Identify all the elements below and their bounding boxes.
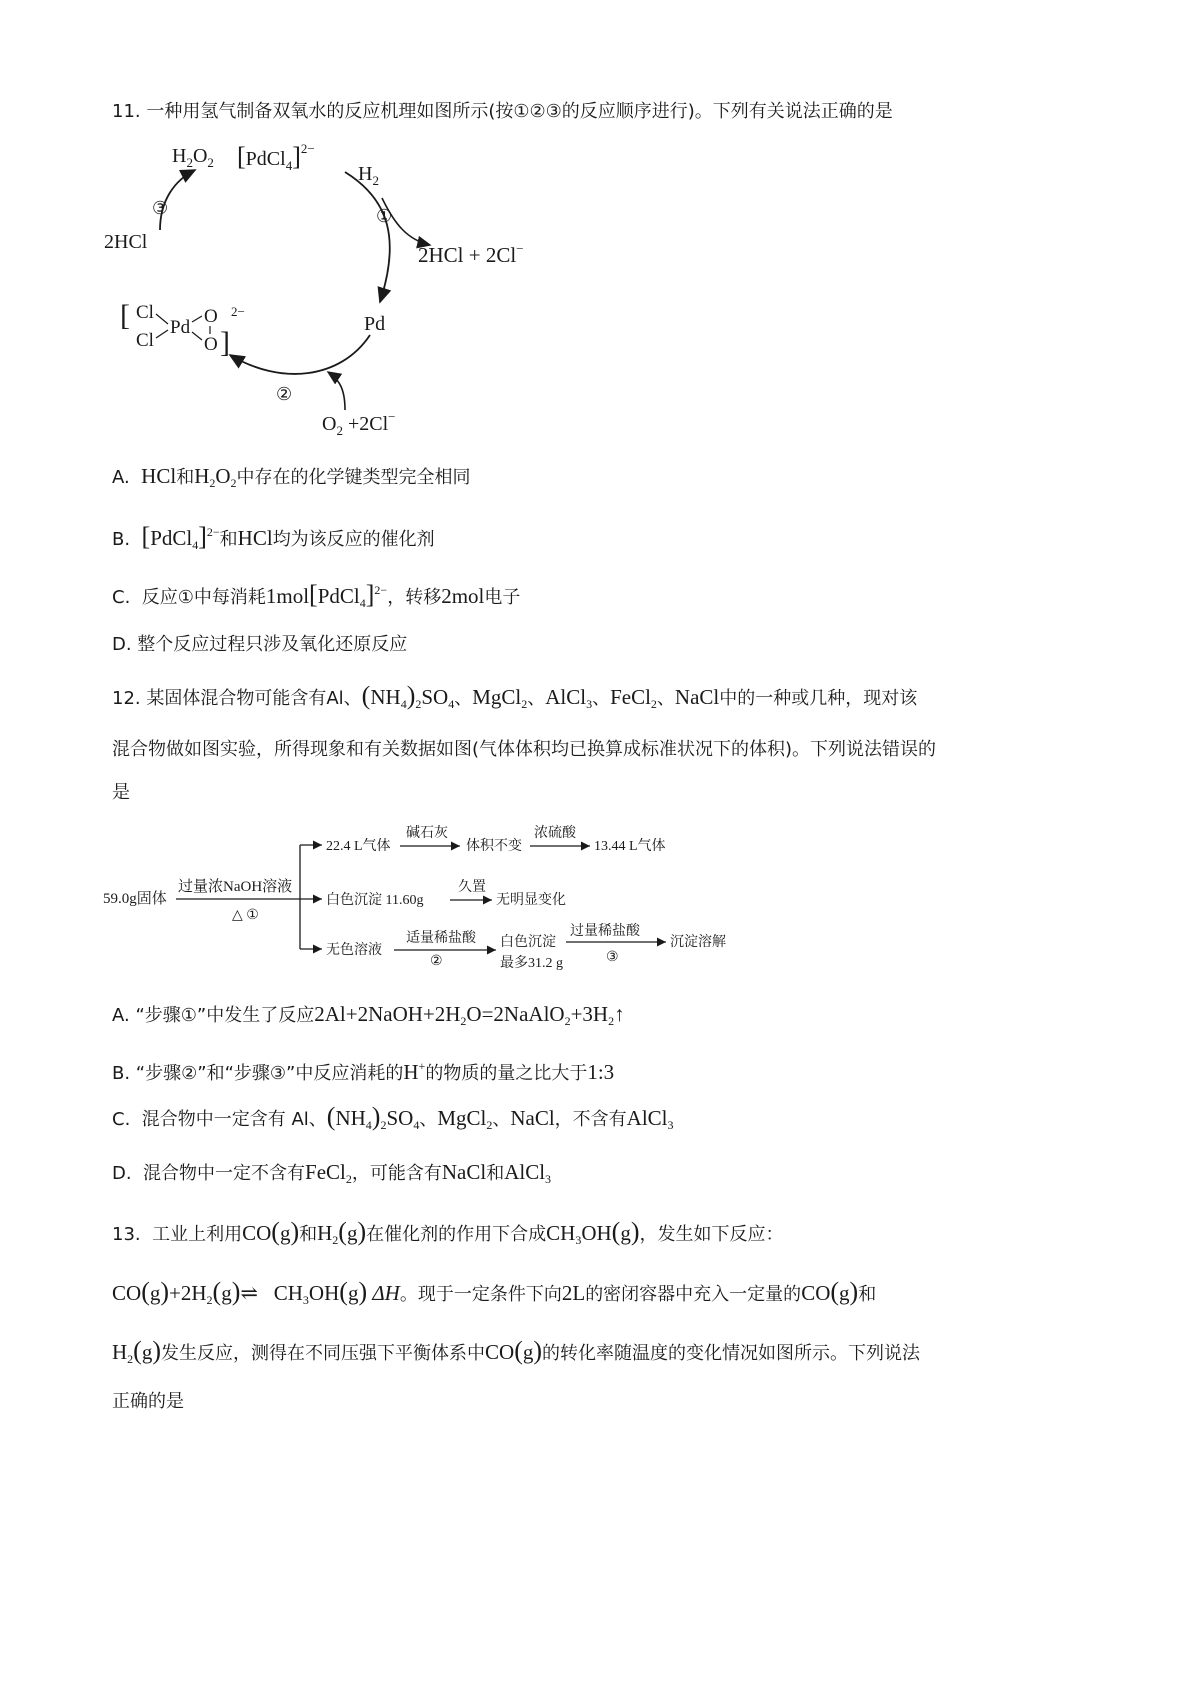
q11-stem: 11. 一种用氢气制备双氧水的反应机理如图所示(按①②③的反应顺序进行)。下列有关说法正确的是 [112, 101, 893, 122]
step2-label: ② [276, 384, 293, 405]
flow-colorless: 无色溶液 [326, 943, 382, 958]
q11-option-d[interactable]: D. 整个反应过程只涉及氧化还原反应 [112, 634, 408, 655]
svg-text:O: O [204, 334, 218, 355]
flow-step2: ② [430, 954, 443, 969]
cycle-arc-right [345, 172, 393, 302]
svg-text:2−: 2− [231, 304, 245, 319]
svg-text:O: O [204, 306, 218, 327]
q11-option-b[interactable]: B. [PdCl$_4$]$^{2-}$和HCl均为该反应的催化剂 [112, 522, 435, 552]
svg-text:Cl: Cl [136, 302, 154, 323]
q12-option-a[interactable]: A. “步骤①”中发生了反应$2Al+2NaOH+2H_2O=2NaAlO_2+3H_2↑$ [112, 1002, 625, 1028]
svg-text:Cl: Cl [136, 330, 154, 351]
q12-stem-line1: 12. 某固体混合物可能含有Al、$(NH_4)_2SO_4$、MgCl$_2$、AlCl$_3$、FeCl$_2$、NaCl中的一种或几种，现对该 [112, 681, 918, 711]
step1-label: ① [376, 206, 393, 227]
q13-line4: 正确的是 [112, 1391, 184, 1412]
h2-label: $H_2$ [358, 163, 379, 188]
flow-start: 59.0g固体 [103, 891, 167, 907]
q12-flowchart [100, 815, 760, 975]
pd-label: Pd [364, 313, 386, 335]
q12-stem-line3: 是 [112, 782, 130, 803]
flow-hcl-proper: 适量稀盐酸 [406, 931, 476, 946]
flow-white-ppt2: 白色沉淀 [500, 935, 556, 950]
flow-gas: 22.4 L气体 [326, 839, 391, 854]
h2o2-label: $H_2O_2$ [172, 145, 214, 170]
step3-label: ③ [152, 198, 169, 219]
products1-label: 2HCl + 2Cl− [418, 241, 524, 267]
pd-peroxo-complex [120, 299, 245, 359]
flow-no-change: 无明显变化 [496, 893, 566, 908]
q12-option-c[interactable]: C. 混合物中一定含有 Al、$(NH_4)_2SO_4$、MgCl$_2$、NaCl，不含有AlCl$_3$ [112, 1102, 674, 1132]
pdcl4-label: [PdCl$_4$]$^{2-}$ [237, 141, 315, 173]
svg-text:[: [ [120, 299, 130, 332]
q12-stem-line2: 混合物做如图实验，所得现象和有关数据如图(气体体积均已换算成标准状况下的体积)。下列说法错误的 [112, 739, 937, 760]
q13-line1: 13. 工业上利用CO(g)和$H_2(g)$在催化剂的作用下合成$CH_3OH(g)$，发生如下反应： [112, 1217, 784, 1247]
branch-arrow-2 [328, 372, 345, 410]
q12-option-b[interactable]: B. “步骤②”和“步骤③”中反应消耗的H+的物质的量之比大于1:3 [112, 1059, 615, 1084]
q11-option-a[interactable]: A. HCl和$H_2O_2$中存在的化学键类型完全相同 [112, 464, 471, 490]
flow-soda-lime: 碱石灰 [406, 826, 448, 841]
q13-line2: $CO(g)+2H_2(g)\rightleftharpoons$ $CH_3OH(g)$ ΔH。现于一定条件下向2L的密闭容器中充入一定量的CO(g)和 [112, 1277, 877, 1307]
svg-text:]: ] [220, 326, 230, 359]
flow-reagent1: 过量浓NaOH溶液 [178, 879, 293, 895]
flow-gas2: 13.44 L气体 [594, 839, 666, 854]
flow-vol-same: 体积不变 [466, 839, 522, 854]
q11-option-c[interactable]: C. 反应①中每消耗1mol[PdCl$_4$]$^{2-}$，转移2mol电子 [112, 580, 521, 610]
reactants2-label: $O_2 +2Cl^-$ [322, 409, 396, 438]
flow-cond1: △ ① [232, 908, 259, 923]
flow-dissolve: 沉淀溶解 [670, 935, 726, 950]
q11-mechanism-diagram [100, 140, 620, 470]
svg-text:Pd: Pd [170, 317, 191, 338]
flow-conc-h2so4: 浓硫酸 [534, 826, 576, 841]
flow-stand: 久置 [458, 880, 486, 895]
flow-step3: ③ [606, 950, 619, 965]
q12-option-d[interactable]: D. 混合物中一定不含有FeCl$_2$，可能含有NaCl和AlCl$_3$ [112, 1160, 552, 1186]
hcl2-label: 2HCl [104, 231, 148, 253]
flow-max-mass: 最多31.2 g [500, 956, 563, 971]
cycle-arc-bottom [230, 335, 370, 374]
flow-white-ppt: 白色沉淀 11.60g [326, 893, 424, 908]
flow-hcl-excess: 过量稀盐酸 [570, 924, 640, 939]
q13-line3: $H_2(g)$发生反应，测得在不同压强下平衡体系中CO(g)的转化率随温度的变化情况如图所示。下列说法 [112, 1336, 921, 1366]
